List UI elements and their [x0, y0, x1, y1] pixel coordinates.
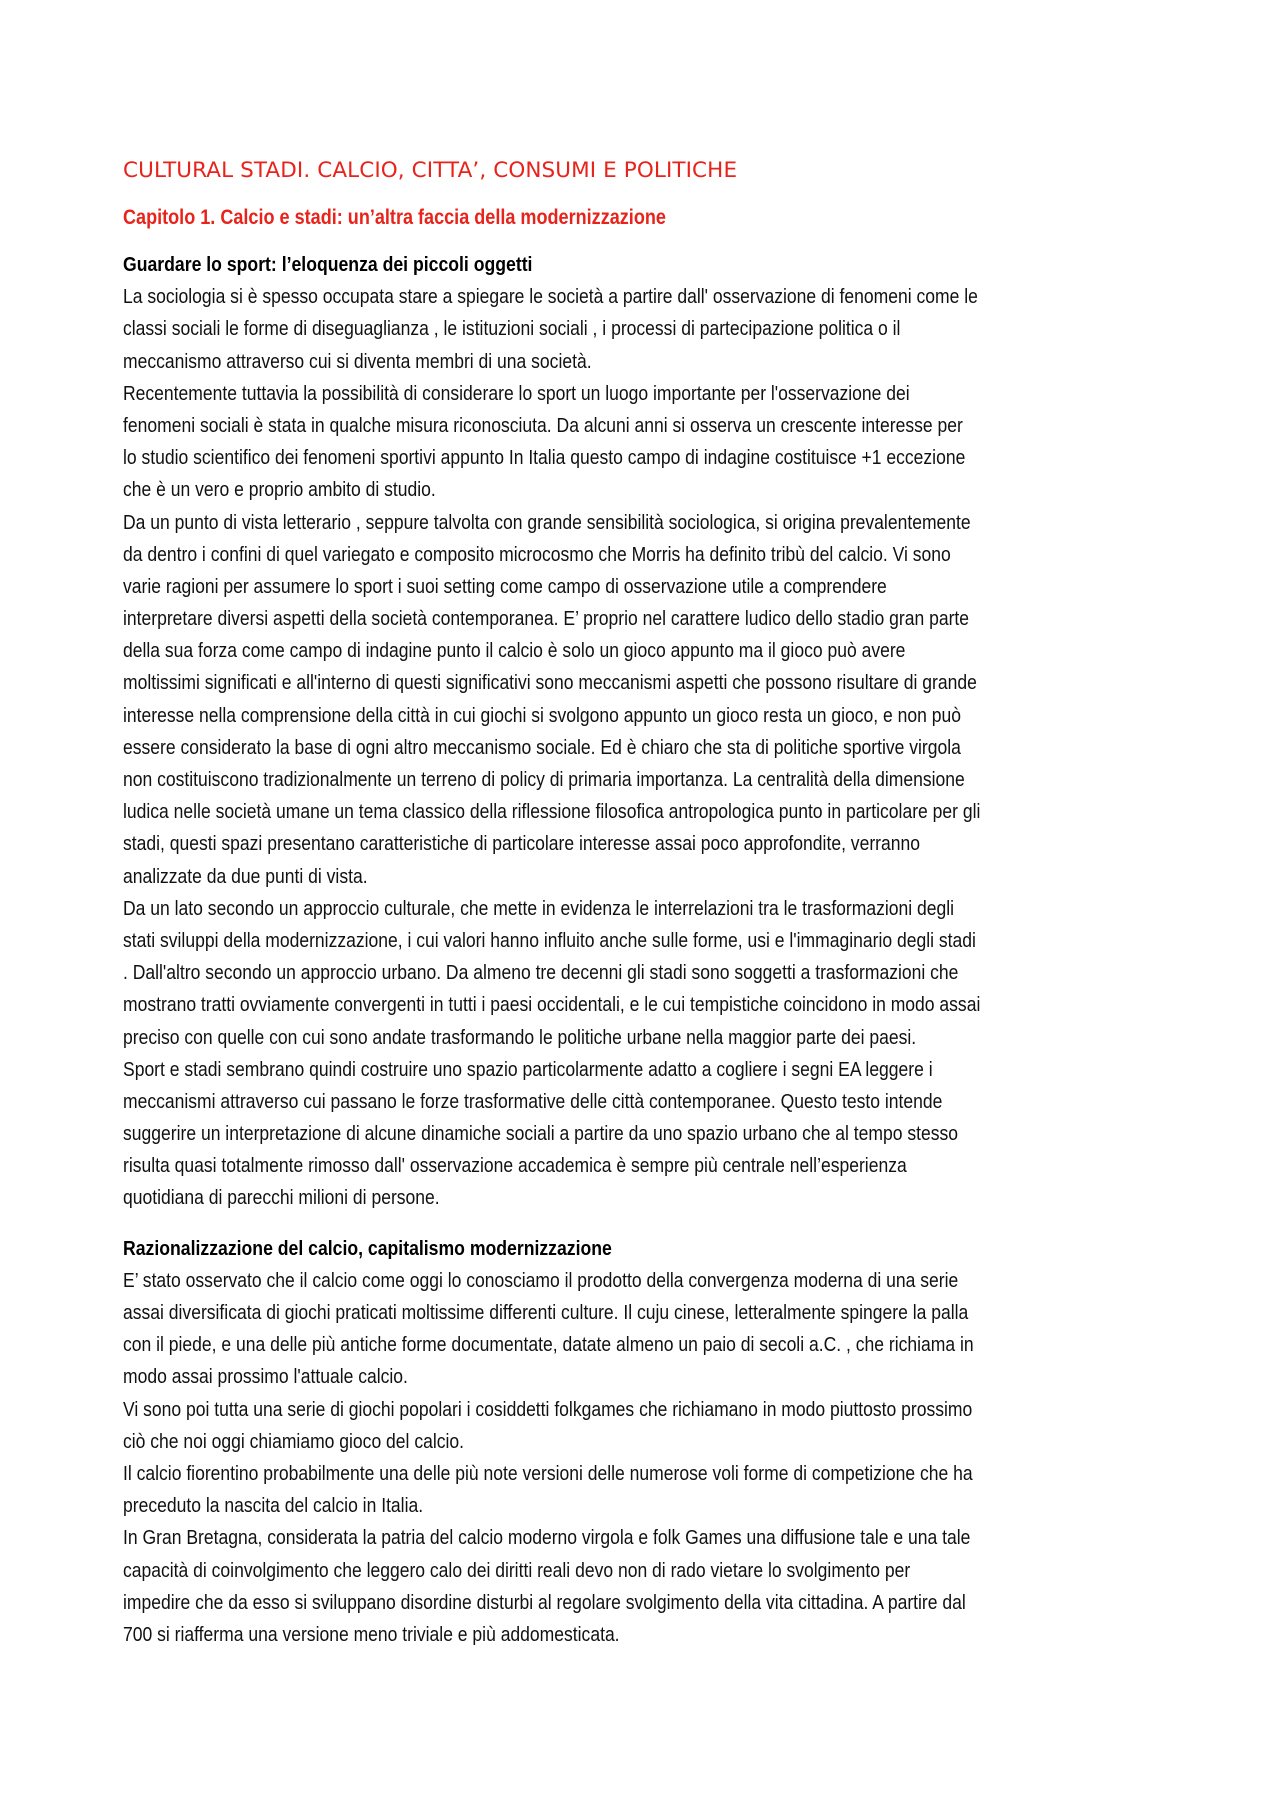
paragraph-line: da dentro i confini di quel variegato e composito microcosmo che Morris ha definito tribù del calcio. Vi sono [123, 542, 951, 566]
section-heading: Guardare lo sport: l’eloquenza dei piccoli oggetti [123, 253, 533, 276]
paragraph-line: Il calcio fiorentino probabilmente una delle più note versioni delle numerose voli forme di competizione che ha [123, 1461, 973, 1485]
paragraph-line: lo studio scientifico dei fenomeni sportivi appunto In Italia questo campo di indagine costituisce +1 eccezione [123, 446, 966, 470]
paragraph-line: moltissimi significati e all'interno di questi significativi sono meccanismi aspetti che possono risultare di grande [123, 671, 977, 695]
paragraph-line: impedire che da esso si sviluppano disordine disturbi al regolare svolgimento della vita cittadina. A partire dal [123, 1590, 966, 1614]
paragraph-line: meccanismi attraverso cui passano le forze trasformative delle città contemporanee. Questo testo intende [123, 1089, 943, 1113]
paragraph-line: In Gran Bretagna, considerata la patria del calcio moderno virgola e folk Games una diffusione tale e una tale [123, 1526, 971, 1550]
paragraph-line: modo assai prossimo l'attuale calcio. [123, 1365, 408, 1389]
paragraph-line: con il piede, e una delle più antiche forme documentate, datate almeno un paio di secoli a.C. , che richiama in [123, 1333, 974, 1357]
paragraph-line: Da un punto di vista letterario , seppure talvolta con grande sensibilità sociologica, si origina prevalentemente [123, 510, 971, 534]
paragraph-line: risulta quasi totalmente rimosso dall' osservazione accademica è sempre più centrale nell’esperienza [123, 1154, 907, 1178]
paragraph-line: che è un vero e proprio ambito di studio. [123, 478, 436, 502]
chapter-title: Capitolo 1. Calcio e stadi: un’altra faccia della modernizzazione [123, 206, 666, 229]
paragraph-line: interpretare diversi aspetti della società contemporanea. E’ proprio nel carattere ludico dello stadio gran parte [123, 607, 970, 631]
section-gap [123, 1215, 1280, 1233]
paragraph-line: stati sviluppi della modernizzazione, i cui valori hanno influito anche sulle forme, usi e l'immaginario degli stadi [123, 928, 976, 952]
paragraph-line: classi sociali le forme di diseguaglianza , le istituzioni sociali , i processi di partecipazione politica o il [123, 317, 901, 341]
document-title: CULTURAL STADI. CALCIO, CITTA’, CONSUMI E POLITICHE [123, 158, 738, 183]
paragraph-line: ciò che noi oggi chiamiamo gioco del calcio. [123, 1429, 465, 1453]
paragraph-line: meccanismo attraverso cui si diventa membri di una società. [123, 349, 592, 373]
paragraph-line: quotidiana di parecchi milioni di persone. [123, 1186, 440, 1210]
paragraph-line: ludica nelle società umane un tema classico della riflessione filosofica antropologica punto in particolare per gli [123, 800, 981, 824]
paragraph-line: . Dall'altro secondo un approccio urbano. Da almeno tre decenni gli stadi sono soggetti a trasformazioni che [123, 961, 959, 985]
paragraph-line: non costituiscono tradizionalmente un terreno di policy di primaria importanza. La centralità della dimensione [123, 768, 965, 792]
paragraph-line: essere considerato la base di ogni altro meccanismo sociale. Ed è chiaro che sta di politiche sportive virgola [123, 735, 961, 759]
paragraph-line: stadi, questi spazi presentano caratteristiche di particolare interesse assai poco approfondite, verranno [123, 832, 920, 856]
paragraph-line: Recentemente tuttavia la possibilità di considerare lo sport un luogo importante per l'osservazione dei [123, 381, 910, 405]
paragraph-line: mostrano tratti ovviamente convergenti in tutti i paesi occidentali, e le cui tempistiche coincidono in modo assai [123, 993, 981, 1017]
paragraph-line: Sport e stadi sembrano quindi costruire uno spazio particolarmente adatto a cogliere i segni EA leggere i [123, 1057, 933, 1081]
paragraph-line: interesse nella comprensione della città in cui giochi si svolgono appunto un gioco resta un gioco, e non può [123, 703, 961, 727]
paragraph-line: suggerire un interpretazione di alcune dinamiche sociali a partire da uno spazio urbano che al tempo stesso [123, 1122, 959, 1146]
paragraph-line: della sua forza come campo di indagine punto il calcio è solo un gioco appunto ma il gioco può avere [123, 639, 906, 663]
paragraph-line: preceduto la nascita del calcio in Italia. [123, 1494, 424, 1518]
paragraph-line: Da un lato secondo un approccio culturale, che mette in evidenza le interrelazioni tra le trasformazioni degli [123, 896, 955, 920]
paragraph-line: E’ stato osservato che il calcio come oggi lo conosciamo il prodotto della convergenza moderna di una serie [123, 1268, 959, 1292]
paragraph-line: preciso con quelle con cui sono andate trasformando le politiche urbane nella maggior parte dei paesi. [123, 1025, 917, 1049]
paragraph-line: La sociologia si è spesso occupata stare a spiegare le società a partire dall' osservazione di fenomeni come le [123, 285, 978, 309]
paragraph-line: analizzate da due punti di vista. [123, 864, 368, 888]
document-body [123, 249, 1280, 1651]
paragraph-line: fenomeni sociali è stata in qualche misura riconosciuta. Da alcuni anni si osserva un crescente interesse per [123, 413, 963, 437]
paragraph-line: Vi sono poi tutta una serie di giochi popolari i cosiddetti folkgames che richiamano in modo piuttosto prossimo [123, 1397, 973, 1421]
paragraph-line: 700 si riafferma una versione meno triviale e più addomesticata. [123, 1622, 620, 1646]
paragraph-line: varie ragioni per assumere lo sport i suoi setting come campo di osservazione utile a comprendere [123, 574, 887, 598]
paragraph-line: assai diversificata di giochi praticati moltissime differenti culture. Il cuju cinese, letteralmente spingere la palla [123, 1301, 969, 1325]
section-heading: Razionalizzazione del calcio, capitalismo modernizzazione [123, 1236, 612, 1260]
paragraph-line: capacità di coinvolgimento che leggero calo dei diritti reali devo non di rado vietare lo svolgimento per [123, 1558, 911, 1582]
